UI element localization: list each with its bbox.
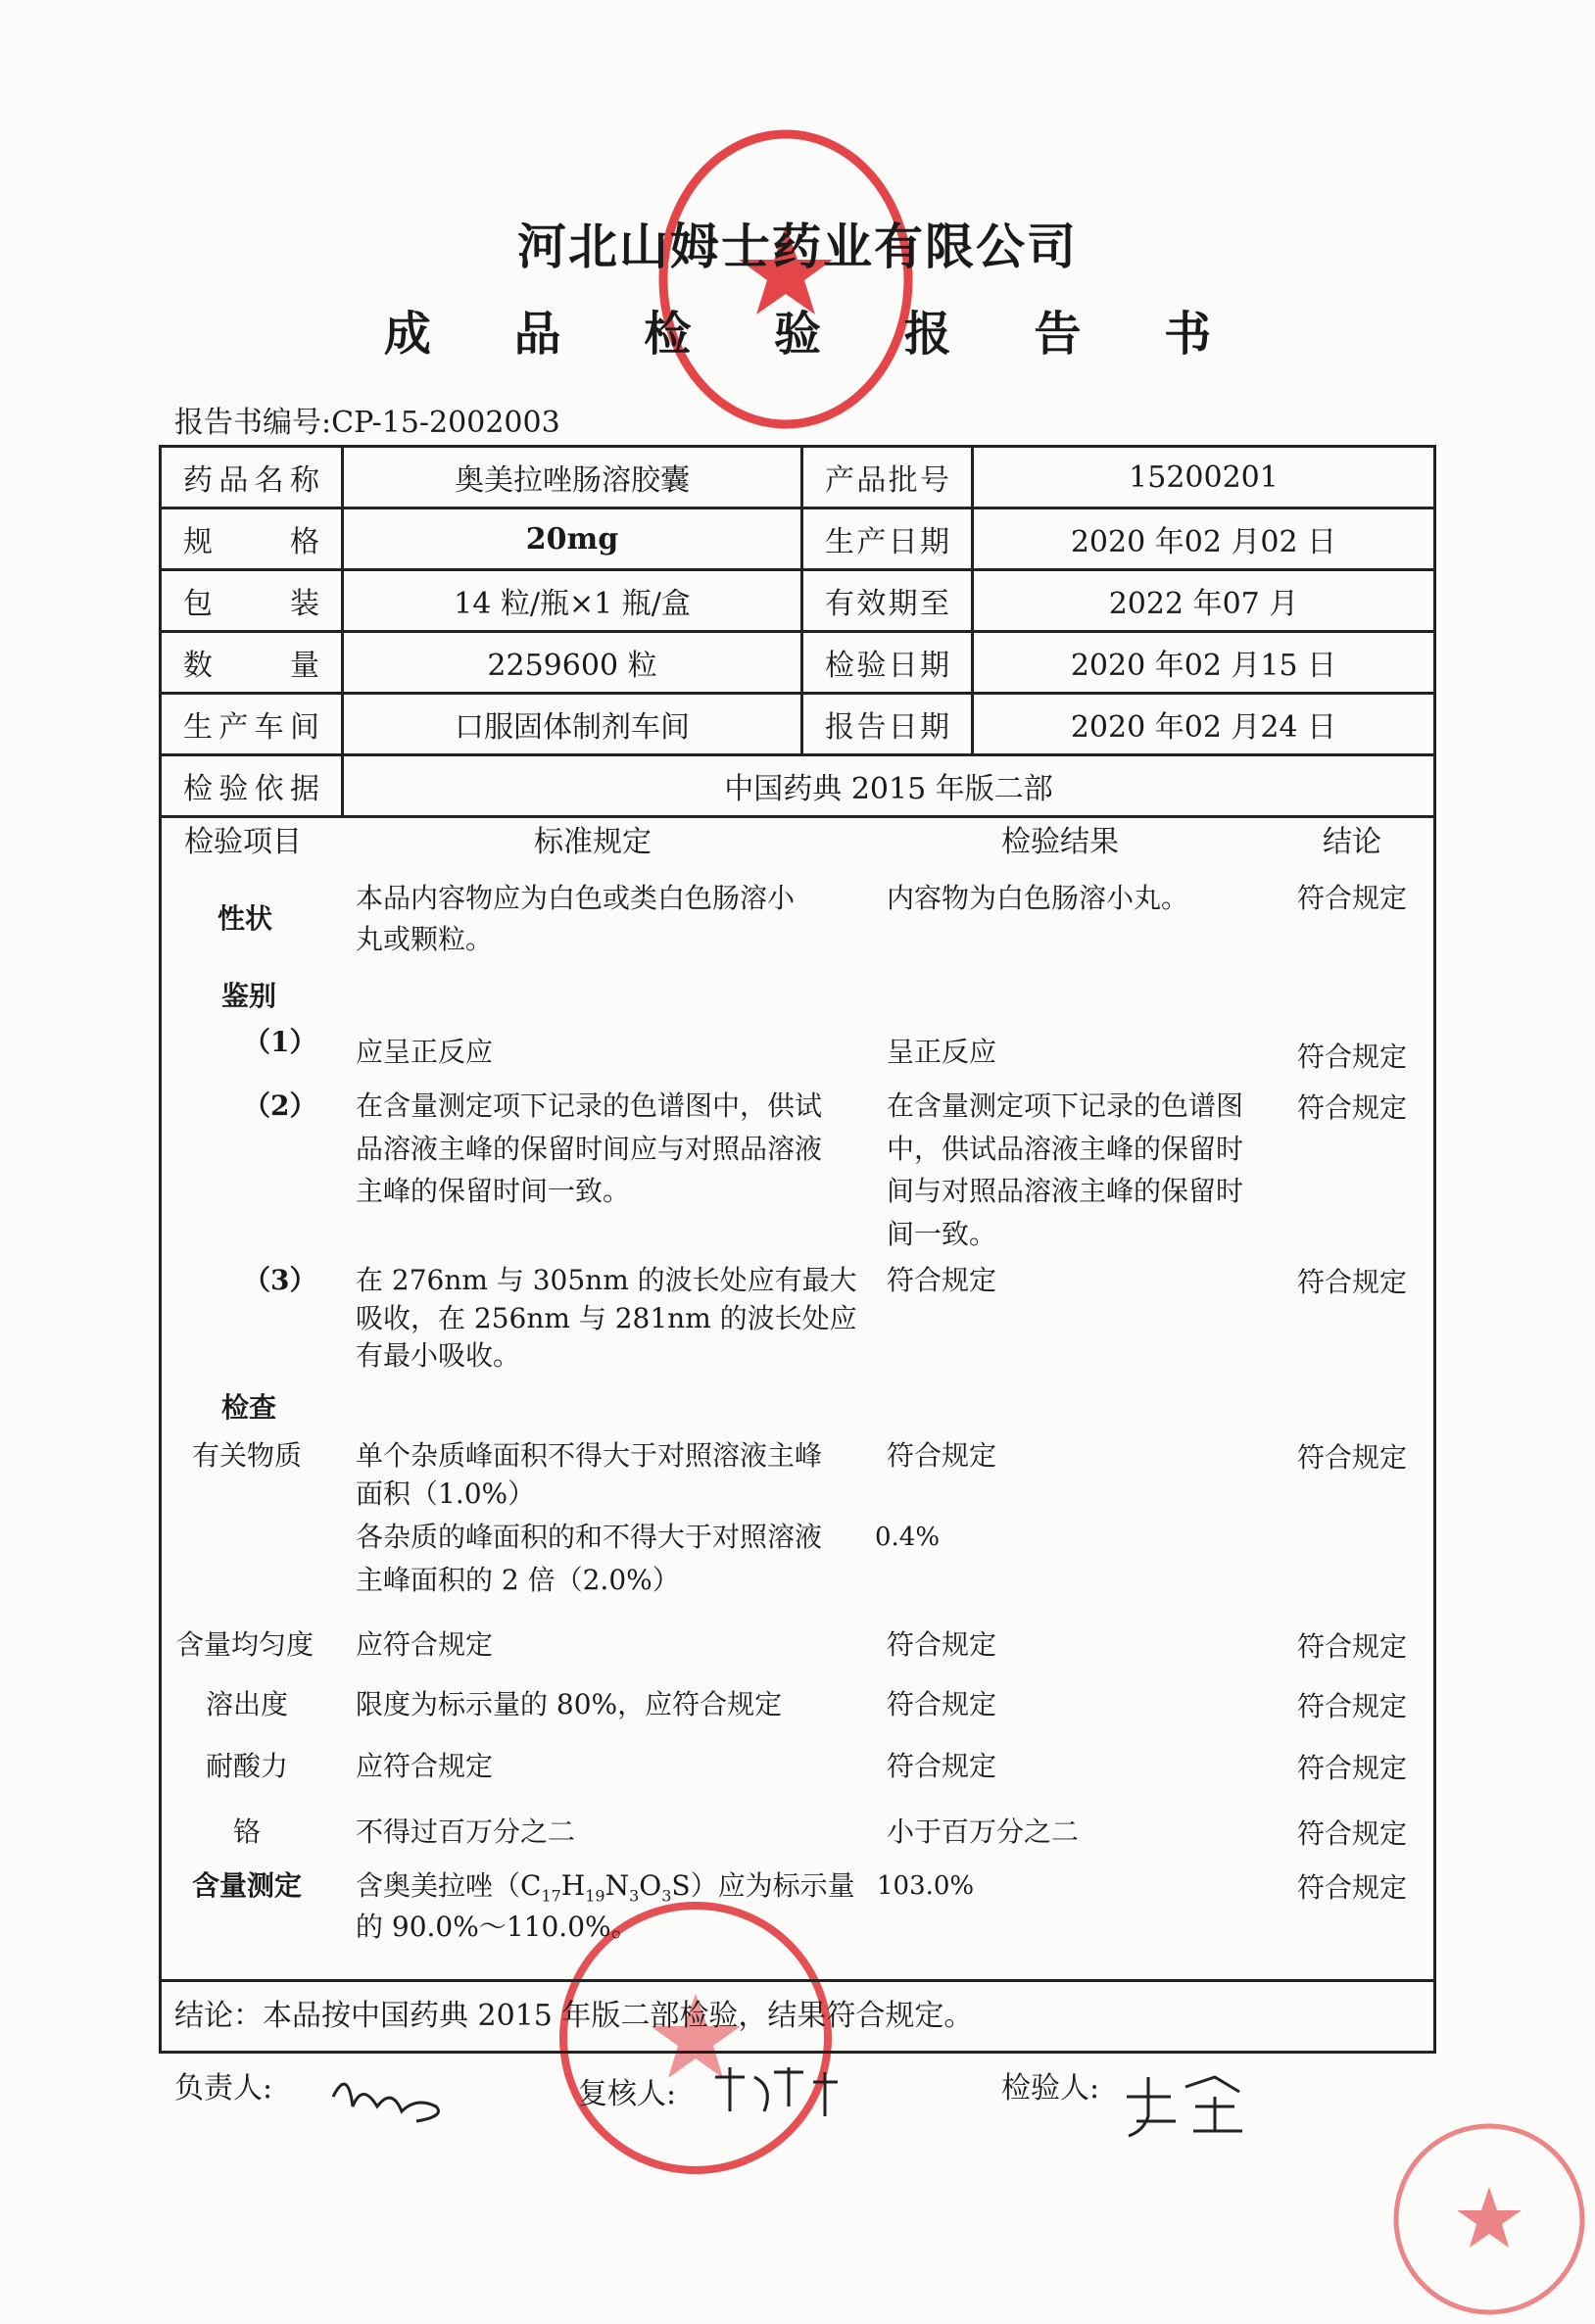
label: 生产日期 (802, 508, 973, 570)
company-inspection-stamp (649, 122, 923, 436)
table-row (161, 508, 1435, 570)
report-number-value: CP-15-2002003 (331, 406, 560, 440)
formula-part: O (639, 1869, 662, 1902)
value: 2020 年02 月02 日 (973, 508, 1435, 570)
standard-text: 在 276nm 与 305nm 的波长处应有最大 (356, 1264, 857, 1296)
result-text: 103.0% (877, 1871, 975, 1901)
value: 奥美拉唑肠溶胶囊 (343, 447, 802, 508)
subscript: 19 (585, 1886, 605, 1906)
result-text: 呈正反应 (887, 1036, 997, 1068)
result-text: 0.4% (875, 1523, 941, 1552)
standard-text: 应符合规定 (356, 1628, 494, 1661)
conclusion-text: 符合规定 (1297, 1266, 1408, 1298)
report-title: 成 品 检 验 报 告 书 (383, 307, 1245, 362)
standard-text: 单个杂质峰面积不得大于对照溶液主峰 (356, 1439, 823, 1472)
col-item: 检验项目 (184, 825, 302, 859)
corner-quality-stamp (1386, 2116, 1592, 2322)
sub-number: （2） (243, 1089, 317, 1122)
standard-text: 面积（1.0%） (356, 1477, 536, 1510)
result-text: 间一致。 (887, 1218, 997, 1250)
divider (159, 1979, 1436, 1982)
item-chromium: 铬 (233, 1816, 262, 1848)
formula-pre: 含奥美拉唑（C (356, 1869, 542, 1902)
conclusion-text: 符合规定 (1297, 1441, 1408, 1474)
standard-text: 应呈正反应 (356, 1036, 494, 1068)
item-related-substances: 有关物质 (192, 1439, 303, 1472)
conclusion-text: 符合规定 (1297, 1752, 1408, 1784)
basis-value: 中国药典 2015 年版二部 (343, 755, 1435, 817)
col-conclusion: 结论 (1323, 825, 1381, 859)
col-standard: 标准规定 (534, 825, 652, 859)
item-acid-resistance: 耐酸力 (206, 1750, 289, 1782)
label: 数量 (161, 632, 343, 694)
value: 15200201 (973, 447, 1435, 508)
standard-text: 各杂质的峰面积的和不得大于对照溶液 (356, 1521, 823, 1553)
standard-text: 有最小吸收。 (356, 1339, 521, 1372)
conclusion-text: 符合规定 (1297, 882, 1408, 914)
formula-part: H (560, 1869, 586, 1902)
result-text: 内容物为白色肠溶小丸。 (887, 882, 1189, 914)
subscript: 17 (541, 1886, 561, 1906)
result-text: 间与对照品溶液主峰的保留时 (887, 1175, 1244, 1207)
sub-number: （1） (243, 1026, 317, 1058)
value: 2022 年07 月 (973, 570, 1435, 632)
reviewer-label: 复核人: (578, 2077, 677, 2111)
result-text: 符合规定 (887, 1688, 997, 1720)
conclusion-text: 符合规定 (1297, 1091, 1408, 1124)
result-text: 符合规定 (887, 1750, 997, 1782)
value: 2020 年02 月24 日 (973, 694, 1435, 755)
conclusion-text: 符合规定 (1297, 1630, 1408, 1663)
label: 药品名称 (161, 447, 343, 508)
item-assay: 含量测定 (192, 1869, 303, 1902)
responsible-label: 负责人: (174, 2071, 273, 2106)
label: 包装 (161, 570, 343, 632)
result-text: 在含量测定项下记录的色谱图 (887, 1089, 1244, 1122)
value: 口服固体制剂车间 (343, 694, 802, 755)
label: 报告日期 (802, 694, 973, 755)
standard-text: 主峰的保留时间一致。 (356, 1175, 631, 1207)
item-check: 检查 (221, 1391, 277, 1424)
formula-post: S）应为标示量 (671, 1869, 855, 1902)
standard-text: 应符合规定 (356, 1750, 494, 1782)
standard-text: 主峰面积的 2 倍（2.0%） (356, 1564, 680, 1596)
standard-text: 在含量测定项下记录的色谱图中，供试 (356, 1089, 823, 1122)
standard-text: 不得过百万分之二 (356, 1816, 576, 1848)
result-text: 符合规定 (887, 1264, 997, 1296)
table-row (161, 755, 1435, 817)
formula-part: N (604, 1869, 630, 1902)
value: 20mg (343, 508, 802, 570)
conclusion-text: 符合规定 (1297, 1817, 1408, 1850)
conclusion-text: 符合规定 (1297, 1041, 1408, 1073)
table-row (161, 570, 1435, 632)
label: 产品批号 (802, 447, 973, 508)
signature-inspector (1117, 2067, 1254, 2146)
label: 生产车间 (161, 694, 343, 755)
value: 2259600 粒 (343, 632, 802, 694)
conclusion-text: 符合规定 (1297, 1690, 1408, 1722)
result-text: 中，供试品溶液主峰的保留时 (887, 1133, 1244, 1165)
conclusion-text: 符合规定 (1297, 1871, 1408, 1904)
standard-text: 的 90.0%～110.0%。 (356, 1911, 639, 1943)
result-text: 小于百万分之二 (887, 1816, 1080, 1848)
item-content-uniformity: 含量均匀度 (176, 1628, 314, 1661)
standard-text: 限度为标示量的 80%，应符合规定 (356, 1688, 783, 1720)
subscript: 3 (629, 1886, 640, 1906)
col-result: 检验结果 (1001, 825, 1119, 859)
basis-label: 检验依据 (161, 755, 343, 817)
inspector-label: 检验人: (1001, 2071, 1100, 2106)
standard-text: 品溶液主峰的保留时间应与对照品溶液 (356, 1133, 823, 1165)
final-conclusion: 结论：本品按中国药典 2015 年版二部检验，结果符合规定。 (174, 1999, 974, 2033)
standard-text: 丸或颗粒。 (356, 923, 494, 955)
label: 检验日期 (802, 632, 973, 694)
report-number (174, 398, 560, 441)
table-row (161, 447, 1435, 508)
item-appearance: 性状 (218, 902, 273, 935)
info-table (159, 445, 1436, 818)
standard-text: 吸收，在 256nm 与 281nm 的波长处应 (356, 1302, 857, 1334)
label: 规格 (161, 508, 343, 570)
table-row (161, 694, 1435, 755)
signature-reviewer (705, 2058, 852, 2126)
label: 有效期至 (802, 570, 973, 632)
standard-text: 本品内容物应为白色或类白色肠溶小 (356, 882, 796, 914)
value: 14 粒/瓶×1 瓶/盒 (343, 570, 802, 632)
value: 2020 年02 月15 日 (973, 632, 1435, 694)
company-name: 河北山姆士药业有限公司 (517, 218, 1078, 275)
table-row (161, 632, 1435, 694)
item-dissolution: 溶出度 (206, 1688, 289, 1720)
subscript: 3 (661, 1886, 672, 1906)
result-text: 符合规定 (887, 1628, 997, 1661)
sub-number: （3） (243, 1264, 317, 1296)
report-number-label: 报告书编号: (174, 406, 332, 440)
item-identification: 鉴别 (221, 980, 277, 1012)
result-text: 符合规定 (887, 1439, 997, 1472)
signature-responsible (323, 2058, 460, 2126)
